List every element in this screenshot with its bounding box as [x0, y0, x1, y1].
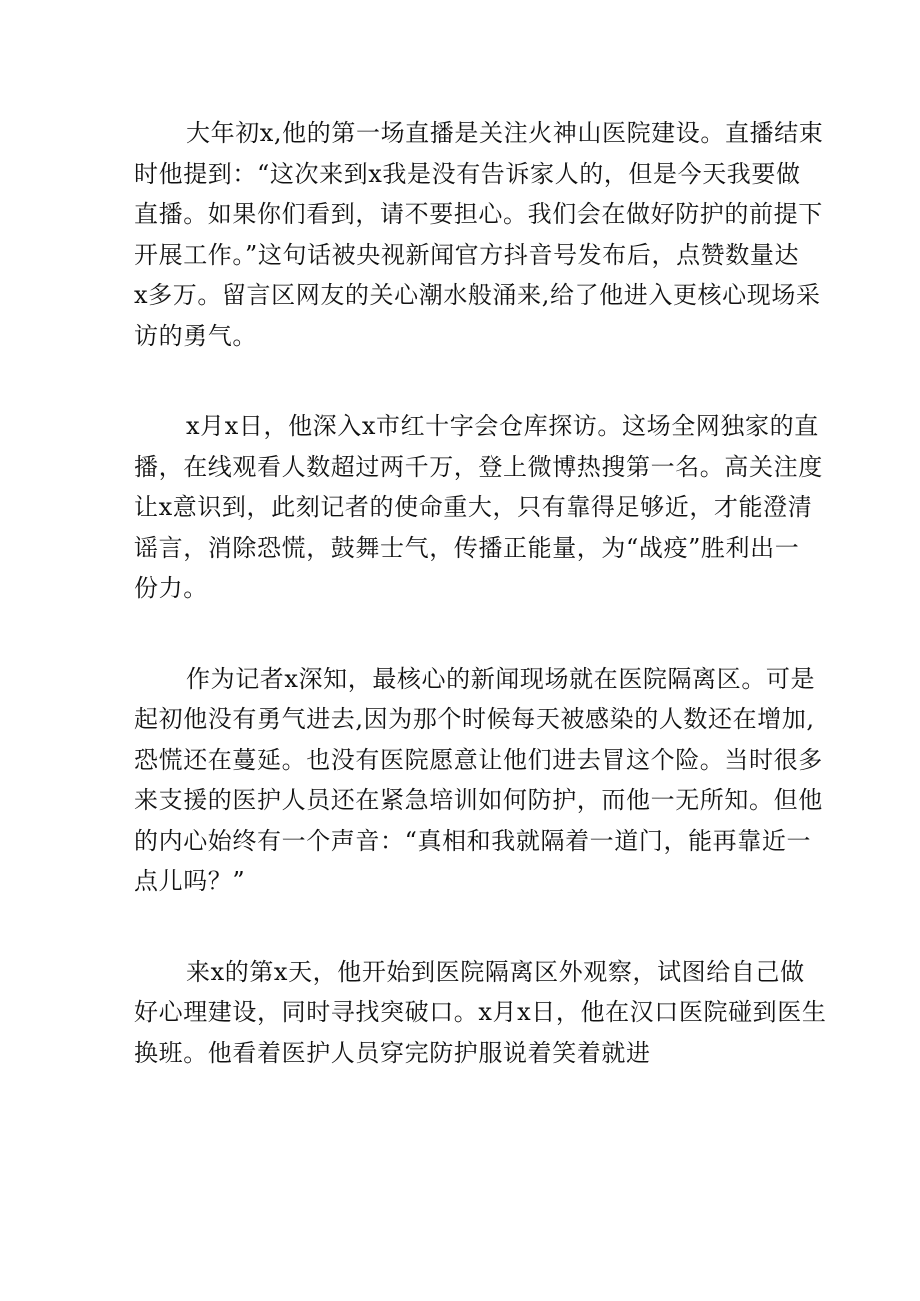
paragraph-line: x月x日，他深入x市红十字会仓库探访。这场全网独家的直	[186, 412, 819, 440]
paragraph-line: 恐慌还在蔓延。也没有医院愿意让他们进去冒这个险。当时很多	[134, 745, 823, 774]
paragraph-line: 开展工作。”这句话被央视新闻官方抖音号发布后，点赞数量达	[134, 240, 800, 269]
paragraph-4	[134, 952, 827, 1074]
paragraph-line: 来x的第x天，他开始到医院隔离区外观察，试图给自己做	[186, 957, 805, 986]
paragraph-line: 好心理建设，同时寻找突破口。x月x日，他在汉口医院碰到医生	[134, 998, 827, 1026]
paragraph-line: 访的勇气。	[134, 321, 257, 350]
paragraph-line: 播，在线观看人数超过两千万，登上微博热搜第一名。高关注度	[134, 452, 823, 481]
paragraph-2	[134, 406, 823, 609]
paragraph-line: 让x意识到，此刻记者的使命重大，只有靠得足够近，才能澄清	[134, 493, 813, 521]
paragraph-line: 换班。他看着医护人员穿完防护服说着笑着就进	[134, 1038, 651, 1067]
paragraph-1	[134, 113, 824, 356]
paragraph-line: 的内心始终有一个声音：“真相和我就隔着一道门，能再靠近一	[134, 826, 812, 855]
paragraph-line: 作为记者x深知，最核心的新闻现场就在医院隔离区。可是	[186, 664, 816, 693]
paragraph-line: 份力。	[134, 574, 208, 602]
paragraph-line: 起初他没有勇气进去,因为那个时候每天被感染的人数还在增加,	[134, 705, 815, 733]
paragraph-3	[134, 659, 823, 902]
paragraph-line: 大年初x,他的第一场直播是关注火神山医院建设。直播结束	[186, 119, 824, 147]
paragraph-line: 点儿吗？”	[134, 867, 246, 895]
paragraph-line: 直播。如果你们看到，请不要担心。我们会在做好防护的前提下	[134, 200, 823, 228]
paragraph-line: 时他提到：“这次来到x我是没有告诉家人的，但是今天我要做	[134, 159, 801, 188]
paragraph-line: 谣言，消除恐慌，鼓舞士气，传播正能量，为“战疫”胜利出一	[134, 533, 800, 562]
paragraph-line: x多万。留言区网友的关心潮水般涌来,给了他进入更核心现场采	[134, 281, 821, 309]
document-body	[134, 113, 827, 1123]
paragraph-line: 来支援的医护人员还在紧急培训如何防护，而他一无所知。但他	[134, 786, 823, 814]
